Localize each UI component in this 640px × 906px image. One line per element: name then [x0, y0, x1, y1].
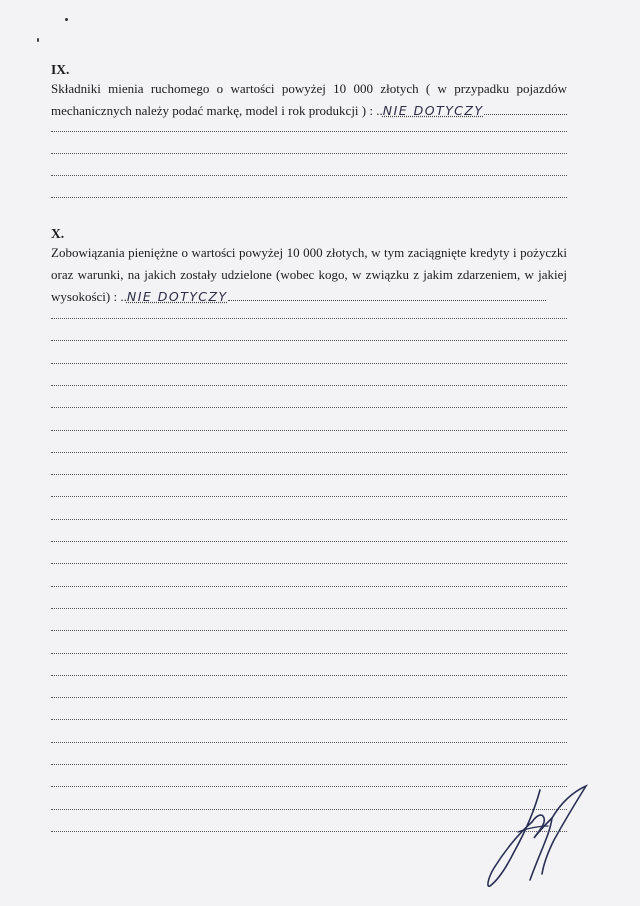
answer-line — [51, 764, 567, 765]
answer-line — [51, 742, 567, 743]
handwritten-signature — [478, 782, 598, 892]
section-ix — [51, 62, 567, 122]
answer-line — [51, 131, 567, 132]
answer-line — [51, 340, 567, 341]
section-ix-text-line2-prefix: mechanicznych należy podać markę, model i rok produkcji ) : .. — [51, 103, 383, 118]
section-x-number: X. — [51, 226, 65, 241]
answer-line — [51, 318, 567, 319]
answer-line — [51, 675, 567, 676]
scan-speck — [37, 38, 39, 42]
answer-line — [51, 519, 567, 520]
answer-line — [51, 630, 567, 631]
handwritten-answer-x: NIE DOTYCZY — [126, 289, 228, 304]
section-ix-number: IX. — [51, 62, 70, 77]
scan-speck — [65, 18, 68, 21]
answer-line — [51, 496, 567, 497]
section-x — [51, 226, 567, 308]
answer-line — [51, 153, 567, 154]
section-x-text-line3 — [51, 286, 567, 308]
answer-line — [51, 430, 567, 431]
answer-line — [51, 175, 567, 176]
answer-line — [51, 474, 567, 475]
dotted-fill — [484, 103, 567, 115]
section-x-text-line1: Zobowiązania pieniężne o wartości powyżej 10 000 złotych, w tym zaciągnięte kredyty i pożyczki — [51, 245, 567, 260]
answer-line — [51, 452, 567, 453]
answer-line — [51, 541, 567, 542]
answer-line — [51, 586, 567, 587]
section-ix-text-line1: Składniki mienia ruchomego o wartości powyżej 10 000 złotych ( w przypadku pojazdów — [51, 81, 567, 96]
section-x-text-line2: oraz warunki, na jakich zostały udzielone (wobec kogo, w związku z jakim zdarzeniem, w jakiej — [51, 267, 567, 282]
answer-line — [51, 363, 567, 364]
handwritten-answer-ix: NIE DOTYCZY — [382, 103, 484, 118]
dotted-fill — [228, 289, 546, 301]
answer-line — [51, 719, 567, 720]
answer-line — [51, 197, 567, 198]
answer-line — [51, 407, 567, 408]
section-ix-text-line2 — [51, 100, 567, 122]
answer-line — [51, 653, 567, 654]
answer-line — [51, 697, 567, 698]
answer-line — [51, 385, 567, 386]
answer-line — [51, 608, 567, 609]
answer-line — [51, 563, 567, 564]
section-x-text-line3-prefix: wysokości) : .. — [51, 289, 127, 304]
